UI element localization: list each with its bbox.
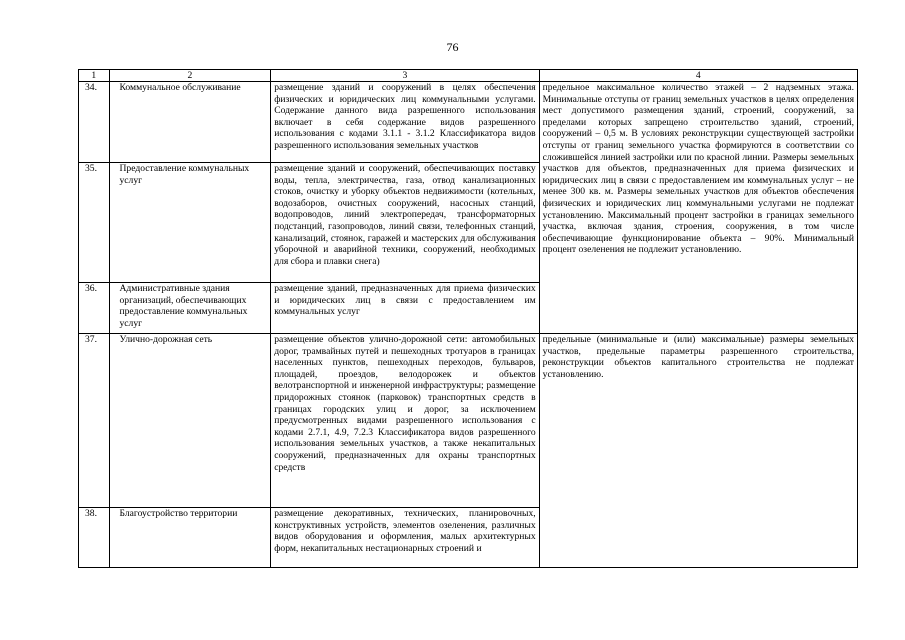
use-type-description: размещение объектов улично-дорожной сети: автомобильных дорог, трамвайных путей и пешеходных тротуаров в границах населенных пунктов, пешеходных переходов, бульваров, площадей, проездов, велодорожек и объектов велотранспортной и инженерной инфраструктуры; размещение придорожных стоянок (парковок) транспортных средств в границах городских улиц и дорог, за исключением предусмотренных видами разрешенного использования с кодами 2.7.1, 4.9, 7.2.3 Классификатора видов разрешенного использования земельных участков, а также некапитальных сооружений, предназначенных для охраны транспортных средств [271, 334, 539, 508]
use-type-name: Улично-дорожная сеть [109, 334, 271, 508]
table-header-row [79, 70, 858, 82]
row-number: 37. [79, 334, 110, 508]
use-type-name: Административные здания организаций, обеспечивающих предоставление коммунальных услуг [109, 283, 271, 334]
use-type-description: размещение зданий и сооружений, обеспечивающих поставку воды, тепла, электричества, газа, отвод канализационных стоков, очистку и уборку объектов недвижимости (котельных, водозаборов, очистных сооружений, насосных станций, водопроводов, линий электропередач, трансформаторных подстанций, газопроводов, линий связи, телефонных станций, канализаций, стоянок, гаражей и мастерских для обслуживания уборочной и аварийной техники, сооружений, необходимых для сбора и плавки снега) [271, 163, 539, 283]
construction-parameters: предельные (минимальные и (или) максимальные) размеры земельных участков, предельные параметры разрешенного строительства, реконструкции объектов капитального строительства не подлежат установлению. [539, 334, 857, 568]
row-number: 35. [79, 163, 110, 283]
column-header: 1 [79, 70, 110, 82]
column-header: 4 [539, 70, 857, 82]
use-type-name: Благоустройство территории [109, 508, 271, 568]
row-number: 38. [79, 508, 110, 568]
use-type-description: размещение зданий, предназначенных для приема физических и юридических лиц в связи с предоставлением им коммунальных услуг [271, 283, 539, 334]
table-row [79, 334, 858, 508]
row-number: 34. [79, 82, 110, 163]
row-number: 36. [79, 283, 110, 334]
construction-parameters: предельное максимальное количество этажей – 2 надземных этажа. Минимальные отступы от границ земельных участков в целях определения мест допустимого размещения зданий, строений, сооружений, за пределами которых запрещено строительство зданий, строений, сооружений – 0,5 м. В условиях реконструкции существующей застройки отступы от границ земельного участка формируются в соответствии со сложившейся линией застройки или по красной линии. Размеры земельных участков для объектов, предназначенных для приема физических и юридических лиц в связи с предоставлением им коммунальных услуг – не менее 300 кв. м. Размеры земельных участков для объектов обеспечения физических и юридических лиц коммунальными услугами не подлежат установлению. Максимальный процент застройки в границах земельного участка, включая здания, строения, сооружения, в том числе обеспечивающие функционирование объекта – 90%. Минимальный процент озеленения не подлежит установлению. [539, 82, 857, 334]
zoning-table [78, 69, 858, 568]
use-type-name: Коммунальное обслуживание [109, 82, 271, 163]
use-type-name: Предоставление коммунальных услуг [109, 163, 271, 283]
use-type-description: размещение зданий и сооружений в целях обеспечения физических и юридических лиц коммунальными услугами. Содержание данного вида разрешенного использования включает в себя содержание видов разрешенного использования с кодами 3.1.1 - 3.1.2 Классификатора видов разрешенного использования земельных участков [271, 82, 539, 163]
page-number: 76 [446, 40, 459, 54]
column-header: 2 [109, 70, 271, 82]
use-type-description: размещение декоративных, технических, планировочных, конструктивных устройств, элементов озеленения, различных видов оборудования и оформления, малых архитектурных форм, некапитальных нестационарных строений и [271, 508, 539, 568]
column-header: 3 [271, 70, 539, 82]
table-row [79, 82, 858, 163]
